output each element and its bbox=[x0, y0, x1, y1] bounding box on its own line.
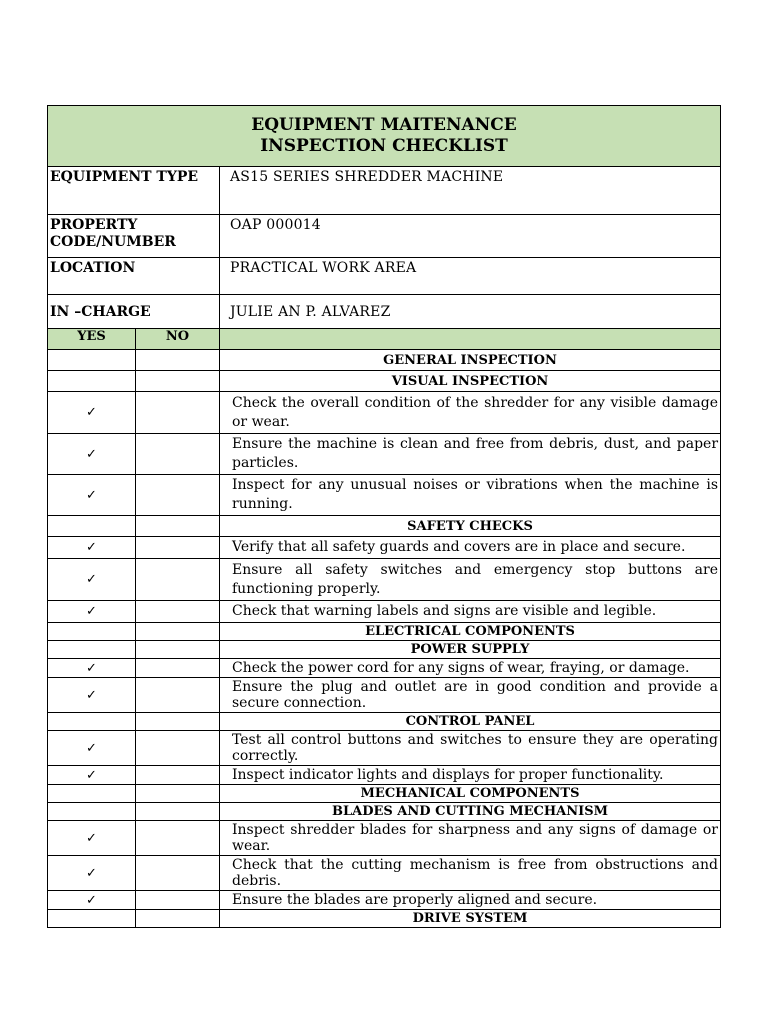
checklist-item: Check that warning labels and signs are visible and legible. bbox=[220, 601, 721, 623]
checklist-item: Verify that all safety guards and covers are in place and secure. bbox=[220, 537, 721, 559]
checklist-row bbox=[48, 766, 721, 785]
checklist-row bbox=[48, 392, 721, 434]
section-row bbox=[48, 516, 721, 537]
field-value: OAP 000014 bbox=[220, 215, 721, 258]
checklist-item: Ensure all safety switches and emergency stop buttons are functioning properly. bbox=[220, 559, 721, 601]
title-line-2: INSPECTION CHECKLIST bbox=[260, 136, 508, 156]
section-row bbox=[48, 350, 721, 371]
checklist-item: Ensure the plug and outlet are in good condition and provide a secure connection. bbox=[220, 678, 721, 713]
field-row-property-code bbox=[48, 215, 721, 258]
checklist-item: Test all control buttons and switches to ensure they are operating correctly. bbox=[220, 731, 721, 766]
no-check[interactable] bbox=[136, 601, 220, 623]
checklist-row bbox=[48, 601, 721, 623]
field-row-equipment-type bbox=[48, 167, 721, 215]
yes-check[interactable]: ✓ bbox=[48, 678, 136, 713]
no-column-header: NO bbox=[136, 329, 220, 350]
yes-check[interactable]: ✓ bbox=[48, 856, 136, 891]
checklist-item: Inspect for any unusual noises or vibrations when the machine is running. bbox=[220, 475, 721, 516]
checklist-row bbox=[48, 821, 721, 856]
field-label: EQUIPMENT TYPE bbox=[48, 167, 220, 215]
checklist-row bbox=[48, 559, 721, 601]
yes-check[interactable]: ✓ bbox=[48, 475, 136, 516]
yes-check[interactable]: ✓ bbox=[48, 766, 136, 785]
item-column-header bbox=[220, 329, 721, 350]
checklist-item: Ensure the blades are properly aligned and secure. bbox=[220, 891, 721, 910]
section-heading: POWER SUPPLY bbox=[220, 641, 721, 659]
no-check[interactable] bbox=[136, 856, 220, 891]
section-heading: GENERAL INSPECTION bbox=[220, 350, 721, 371]
checklist-row bbox=[48, 891, 721, 910]
title-line-1: EQUIPMENT MAITENANCE bbox=[251, 115, 517, 135]
field-value: AS15 SERIES SHREDDER MACHINE bbox=[220, 167, 721, 215]
yes-check[interactable]: ✓ bbox=[48, 434, 136, 475]
checklist-row bbox=[48, 475, 721, 516]
section-row bbox=[48, 785, 721, 803]
field-row-location bbox=[48, 258, 721, 295]
no-check[interactable] bbox=[136, 678, 220, 713]
field-label: LOCATION bbox=[48, 258, 220, 295]
checklist-row bbox=[48, 856, 721, 891]
section-heading: BLADES AND CUTTING MECHANISM bbox=[220, 803, 721, 821]
no-check[interactable] bbox=[136, 891, 220, 910]
field-row-in-charge bbox=[48, 295, 721, 329]
section-row bbox=[48, 713, 721, 731]
field-value: JULIE AN P. ALVAREZ bbox=[220, 295, 721, 329]
section-heading: ELECTRICAL COMPONENTS bbox=[220, 623, 721, 641]
no-check[interactable] bbox=[136, 434, 220, 475]
checklist-row bbox=[48, 434, 721, 475]
field-label: IN –CHARGE bbox=[48, 295, 220, 329]
yes-check[interactable]: ✓ bbox=[48, 659, 136, 678]
checklist-item: Inspect shredder blades for sharpness and any signs of damage or wear. bbox=[220, 821, 721, 856]
field-label: PROPERTY CODE/NUMBER bbox=[48, 215, 220, 258]
no-check[interactable] bbox=[136, 475, 220, 516]
checklist-item: Check the power cord for any signs of wear, fraying, or damage. bbox=[220, 659, 721, 678]
checklist-row bbox=[48, 659, 721, 678]
no-check[interactable] bbox=[136, 731, 220, 766]
section-row bbox=[48, 371, 721, 392]
yes-check[interactable]: ✓ bbox=[48, 731, 136, 766]
checklist-row bbox=[48, 537, 721, 559]
section-row bbox=[48, 910, 721, 928]
yes-column-header: YES bbox=[48, 329, 136, 350]
checklist-title bbox=[48, 106, 721, 167]
checklist-item: Check the overall condition of the shredder for any visible damage or wear. bbox=[220, 392, 721, 434]
no-check[interactable] bbox=[136, 821, 220, 856]
no-check[interactable] bbox=[136, 559, 220, 601]
section-heading: CONTROL PANEL bbox=[220, 713, 721, 731]
yes-check[interactable]: ✓ bbox=[48, 891, 136, 910]
checklist-item: Ensure the machine is clean and free from debris, dust, and paper particles. bbox=[220, 434, 721, 475]
checklist-item: Inspect indicator lights and displays for proper functionality. bbox=[220, 766, 721, 785]
section-row bbox=[48, 641, 721, 659]
field-value: PRACTICAL WORK AREA bbox=[220, 258, 721, 295]
yes-check[interactable]: ✓ bbox=[48, 392, 136, 434]
yes-check[interactable]: ✓ bbox=[48, 821, 136, 856]
checklist-row bbox=[48, 731, 721, 766]
no-check[interactable] bbox=[136, 659, 220, 678]
checklist-item: Check that the cutting mechanism is free from obstructions and debris. bbox=[220, 856, 721, 891]
column-header-row bbox=[48, 329, 721, 350]
section-heading: VISUAL INSPECTION bbox=[220, 371, 721, 392]
no-check[interactable] bbox=[136, 392, 220, 434]
yes-check[interactable]: ✓ bbox=[48, 537, 136, 559]
section-heading: DRIVE SYSTEM bbox=[220, 910, 721, 928]
yes-check[interactable]: ✓ bbox=[48, 601, 136, 623]
yes-check[interactable]: ✓ bbox=[48, 559, 136, 601]
section-heading: MECHANICAL COMPONENTS bbox=[220, 785, 721, 803]
no-check[interactable] bbox=[136, 766, 220, 785]
section-row bbox=[48, 803, 721, 821]
section-row bbox=[48, 623, 721, 641]
inspection-checklist-table bbox=[47, 105, 721, 928]
checklist-row bbox=[48, 678, 721, 713]
no-check[interactable] bbox=[136, 537, 220, 559]
section-heading: SAFETY CHECKS bbox=[220, 516, 721, 537]
